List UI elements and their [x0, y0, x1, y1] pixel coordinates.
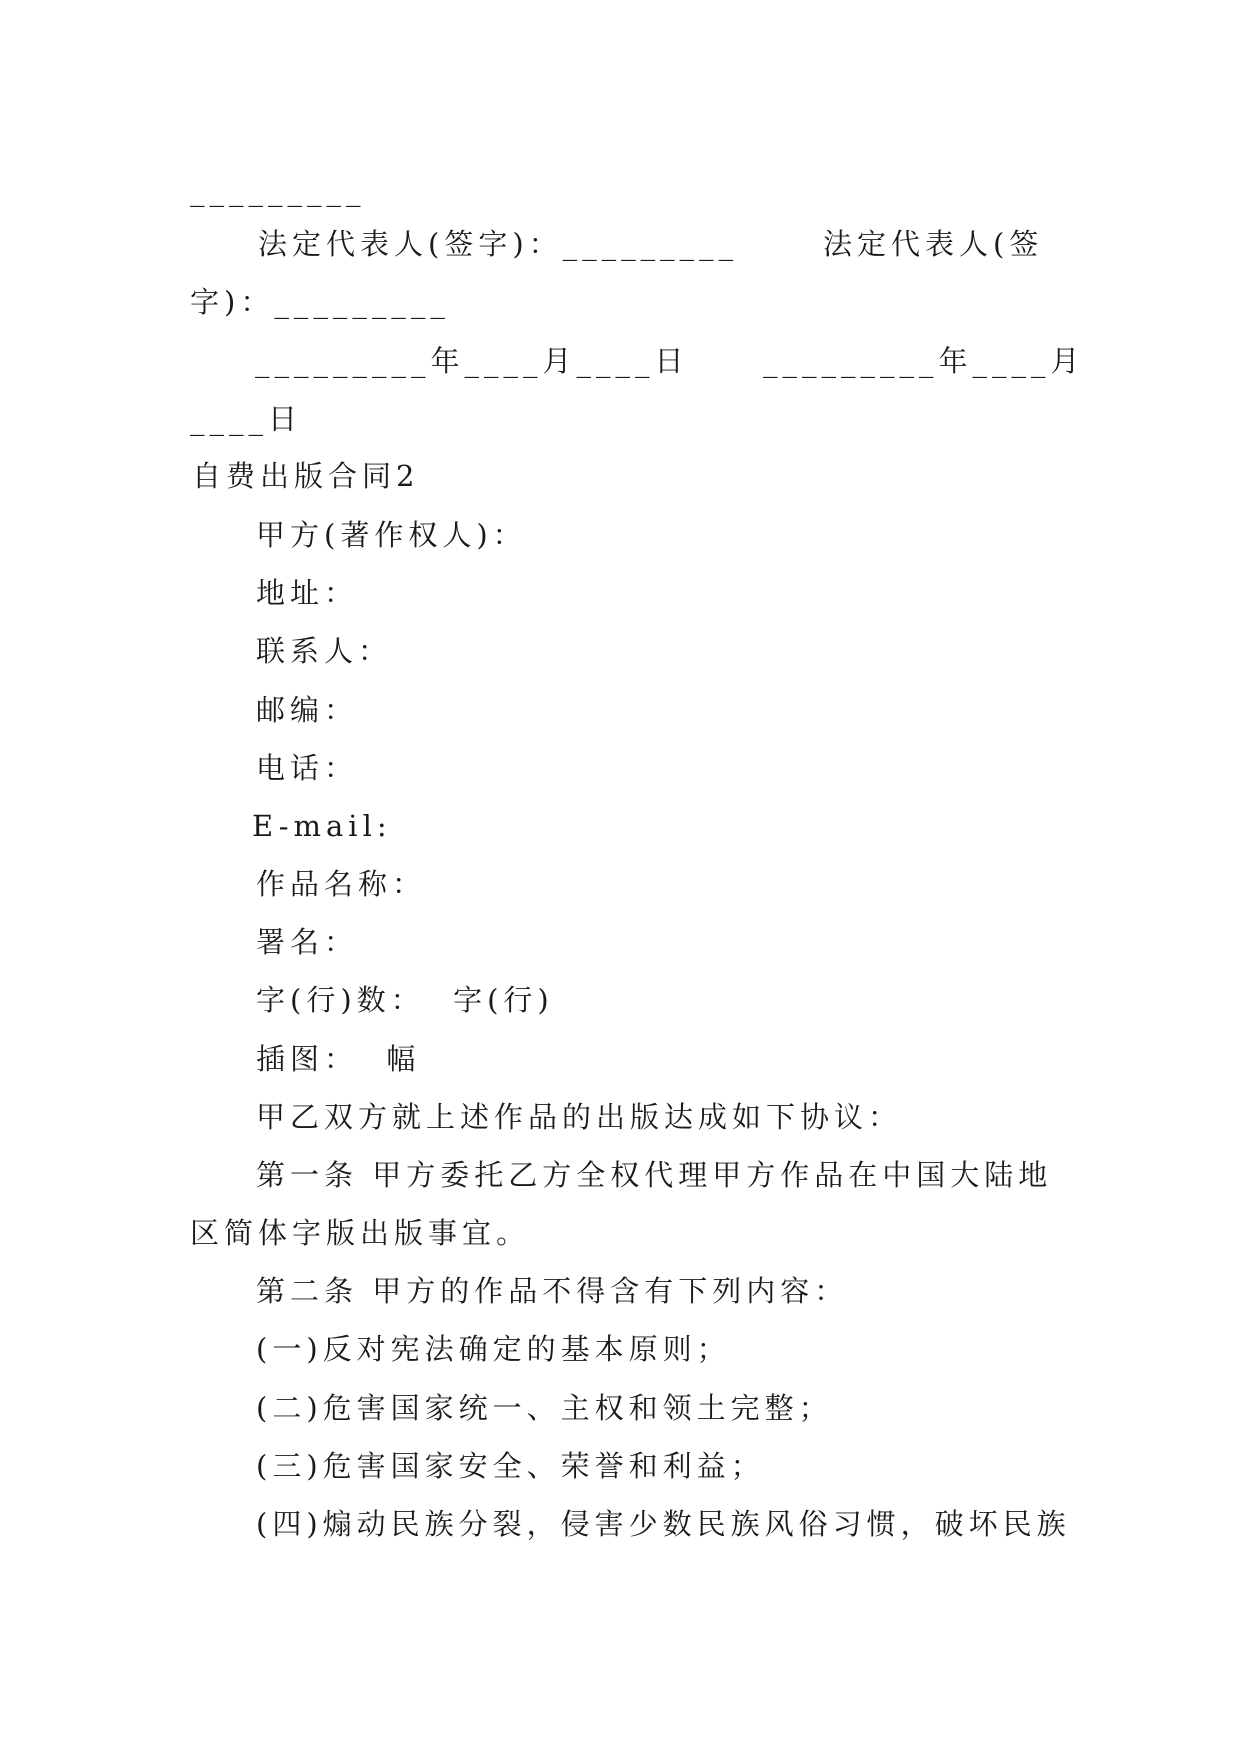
contact-person-label: 联系人：	[256, 634, 393, 668]
article-2-item-3: (三)危害国家安全、荣誉和利益；	[256, 1449, 765, 1483]
email-label: E-mail:	[252, 809, 392, 843]
signature-blank-line: _________	[190, 173, 366, 207]
party-a-legal-representative-signature: 法定代表人(签字)：_________	[258, 227, 739, 261]
address-label: 地址：	[256, 576, 359, 610]
contract-title: 自费出版合同2	[192, 459, 420, 493]
party-a-copyright-holder-label: 甲方(著作权人)：	[256, 518, 527, 552]
illustrations-label: 插图： 幅	[256, 1042, 421, 1076]
article-2-item-4: (四)煽动民族分裂，侵害少数民族风俗习惯，破坏民族	[256, 1507, 1071, 1541]
word-count-label: 字(行)数： 字(行)	[256, 983, 554, 1017]
article-2-item-1: (一)反对宪法确定的基本原则；	[256, 1332, 731, 1366]
article-2-item-2: (二)危害国家统一、主权和领土完整；	[256, 1391, 833, 1425]
party-a-signing-date: _________年____月____日	[255, 344, 689, 378]
article-1-text: 第一条 甲方委托乙方全权代理甲方作品在中国大陆地	[256, 1158, 1053, 1192]
article-1-text-continued: 区简体字版出版事宜。	[190, 1216, 531, 1250]
party-b-signing-date-continued: ____日	[190, 402, 303, 436]
party-b-legal-representative-signature-continued: 字)：_________	[190, 285, 450, 319]
article-2-text: 第二条 甲方的作品不得含有下列内容：	[256, 1274, 849, 1308]
byline-label: 署名：	[256, 925, 359, 959]
agreement-intro: 甲乙双方就上述作品的出版达成如下协议：	[256, 1100, 903, 1134]
party-b-legal-representative-signature: 法定代表人(签	[823, 227, 1044, 261]
phone-label: 电话：	[256, 751, 359, 785]
postal-code-label: 邮编：	[256, 693, 359, 727]
party-b-signing-date: _________年____月	[763, 344, 1085, 378]
work-title-label: 作品名称：	[256, 867, 427, 901]
